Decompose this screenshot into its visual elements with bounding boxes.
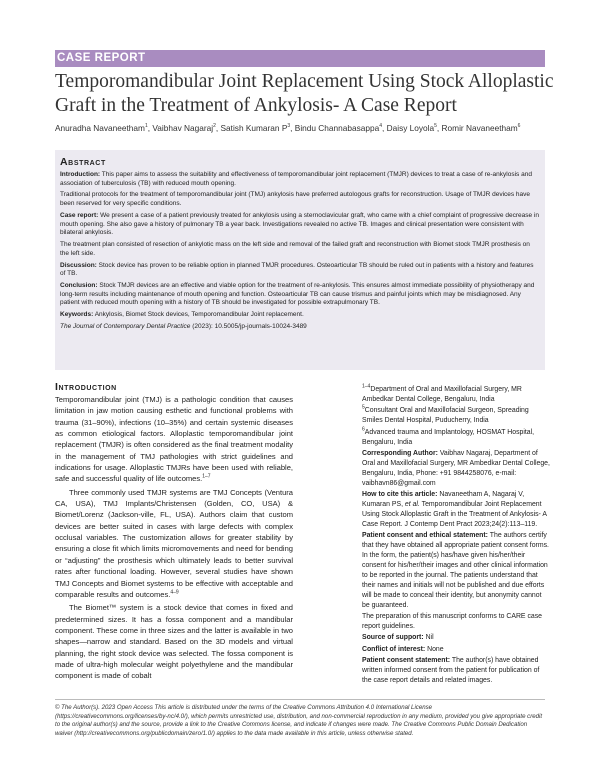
doi-text: (2023): 10.5005/jp-journals-10024-3489 [190, 322, 307, 330]
note-label: Corresponding Author: [362, 449, 438, 457]
abstract-text: This paper aims to assess the suitability and effectiveness of temporomandibular joint replacement (TMJR) devices to treat a case of re-ankylosis and association of tuberculosis (TB) with reduced mouth opening. [60, 171, 532, 187]
author-separator: , [290, 123, 295, 133]
author-separator: , [436, 123, 442, 133]
abstract-label: Keywords: [60, 311, 94, 319]
author-list [55, 123, 555, 133]
author-affiliation: 6 [517, 123, 521, 130]
abstract-citation [60, 323, 540, 332]
abstract-conclusion [60, 282, 540, 308]
corresponding-author [362, 449, 550, 489]
author-name: Satish Kumaran P [220, 123, 288, 133]
abstract-traditional: Traditional protocols for the treatment of temporomandibular joint (TMJ) ankylosis have preferred autologous grafts for reconstruction. Usage of TMJR devices have been reserved for very specific conditions. [60, 191, 531, 208]
article-type-banner: CASE REPORT [55, 50, 545, 67]
intro-paragraph: The Biomet™ system is a stock device that comes in fixed and predetermined sizes. It has a fossa component and a mandibular component. These come in three sizes and the latter is available in two shapes—narrow and standard. Based on the 3D models and virtual planning, the right stock device was selected. The fossa component is made of ultra-high molecular weight polyethylene and the mandibular component is made of cobalt [55, 603, 293, 681]
note-text: et al. [404, 500, 420, 508]
footer-divider [55, 699, 545, 700]
source-of-support [362, 633, 550, 643]
author-affiliation: 2 [213, 123, 216, 130]
abstract-text: Ankylosis, Biomet Stock devices, Temporomandibular Joint replacement. [94, 311, 304, 319]
abstract-keywords [60, 311, 540, 320]
article-notes [362, 385, 550, 687]
abstract-text: Stock TMJR devices are an effective and viable option for the treatment of re-ankylosis. This ensures almost immediate possibility of physiotherapy and long-term results including maintenance of mouth opening and function. Osteoarticular TB can cause trismus and painful joints which may be misdiagnosed. Any patient with reduced mouth opening with a history of TB should be investigated for possible extrapulmonary TB. [60, 282, 535, 307]
intro-paragraph [55, 394, 293, 485]
affiliation-text: Consultant Oral and Maxillofacial Surgeon, Spreading Smiles Dental Hospital, Puducherry, India [362, 407, 529, 425]
abstract-box [55, 150, 545, 370]
affiliation [362, 428, 550, 448]
care-guidelines: The preparation of this manuscript conforms to CARE case report guidelines. [362, 612, 543, 630]
author-name: Daisy Loyola [386, 123, 435, 133]
consent-statement [362, 531, 550, 610]
affiliation-marker: 6 [362, 426, 365, 433]
intro-text: Temporomandibular joint (TMJ) is a pathologic condition that causes limitation in jaw motion causing esthetic and functional problems with trauma (31–90%), infections (10–35%) and certain systemic diseases as common etiological factors. Alloplastic temporomandibular joint replacement (TMJR) is often considered as the final treatment modality in the management of TMJ pathologies with strict guidelines and indications for usage. Alloplastic TMJRs have been used with reliable, safe and successful quality of life outcomes. [55, 395, 293, 484]
reference-marker: 1–7 [202, 473, 211, 480]
author-name: Anuradha Navaneetham [55, 123, 145, 133]
abstract-text: We present a case of a patient previously treated for ankylosis using a sternoclavicular graft, who came with a chief complaint of progressive decrease in mouth opening. She also gave a history of pulmonary TB a year back. Investigations revealed no active TB. Images and clinical presentation were consistent with bilateral ankylosis. [60, 211, 539, 237]
abstract-label: Introduction: [60, 171, 101, 178]
author-affiliation: 5 [434, 123, 437, 130]
journal-name: The Journal of Contemporary Dental Practice [60, 322, 191, 330]
author-name: Bindu Channabasappa [294, 123, 380, 133]
abstract-discussion [60, 262, 540, 279]
intro-text: Three commonly used TMJR systems are TMJ Concepts (Ventura CA, USA), TMJ Implants/Christensen (Golden, CO, USA) & Biomet/Lorenz (Jackson-ville, FL, USA). Authors claim that custom devices are better suited in cases with large defects with complex occlusal variables. The customization allows for greater stability by ensuring a close fit which limits micromovements and need for bending or “adjusting” the prosthesis which ultimately leads to better survival rates after functional loading. However, several studies have shown TMJ Concepts and Biomet systems to be effective with acceptable and comparable results and outcomes. [55, 487, 293, 599]
conflict-of-interest [362, 645, 550, 655]
intro-paragraph [55, 487, 293, 600]
author-affiliation: 4 [379, 123, 382, 130]
affiliation-marker: 5 [362, 405, 365, 412]
affiliation [362, 406, 550, 426]
author-affiliation: 3 [287, 123, 291, 130]
note-label: Conflict of interest: [362, 645, 426, 653]
author-separator: , [382, 123, 387, 133]
reference-marker: 4–9 [170, 589, 179, 596]
note-text: The author(s) have obtained written informed consent from the patient for publication of the case report details and related images. [362, 657, 540, 684]
affiliation-marker: 1–4 [362, 383, 371, 390]
note-text: Navaneetham A, Nagaraj V, Kumaran PS, [362, 491, 525, 508]
article-title: Temporomandibular Joint Replacement Using Stock Alloplastic Graft in the Treatment of Ankylosis- A Case Report [55, 71, 554, 116]
note-label: How to cite this article: [362, 491, 438, 499]
abstract-label: Conclusion: [60, 282, 98, 290]
abstract-introduction [60, 171, 540, 188]
abstract-treatment: The treatment plan consisted of resection of ankylotic mass on the left side and removal of the failed graft and reconstruction with Biomet stock TMJR prosthesis on the left side. [60, 241, 530, 257]
patient-consent-statement [362, 656, 550, 686]
abstract-label: Case report: [60, 211, 99, 219]
abstract-heading: Abstract [60, 156, 106, 168]
author-name: Vaibhav Nagaraj [152, 123, 214, 133]
note-text: Nil [425, 634, 434, 642]
how-to-cite [362, 490, 550, 530]
abstract-text: Stock device has proven to be reliable option in planned TMJR procedures. Osteoarticular TB should be ruled out in patients with a history and features of TB. [60, 261, 534, 278]
introduction-body [55, 394, 293, 682]
note-text: Temporomandibular Joint Replacement Using Stock Alloplastic Graft in the Treatment of Ankylosis- A Case Report. J Contemp Dent Pract 2023;24(2):113–119. [362, 500, 547, 528]
note-text: None [427, 645, 444, 653]
author-affiliation: 1 [144, 123, 148, 130]
affiliation-text: Department of Oral and Maxillofacial Surgery, MR Ambedkar Dental College, Bengaluru, India [362, 386, 522, 403]
abstract-label: Discussion: [60, 261, 97, 269]
introduction-heading: Introduction [55, 381, 117, 393]
abstract-case-report [60, 212, 540, 238]
note-label: Patient consent statement: [362, 657, 451, 665]
license-footer: © The Author(s). 2023 Open Access This article is distributed under the terms of the Creative Commons Attribution 4.0 International License (https://creativecommons.org/licenses/by-nc/4.0/), which permits unrestricted use, distribution, and non-commercial reproduction in any medium, provided you give appropriate credit to the original author(s) and the source, provide a link to the Creative Commons license, and indicate if changes were made. The Creative Commons Public Domain Dedication waiver (http://creativecommons.org/publicdomain/zero/1.0/) applies to the data made available in this article, unless otherwise stated. [55, 704, 543, 738]
author-separator: , [215, 123, 221, 133]
note-label: Patient consent and ethical statement: [362, 532, 488, 540]
note-text: The authors certify that they have obtained all appropriate patient consent forms. In the form, the patient(s) has/have given his/her/their consent for his/her/their images and other clinical information to be reported in the journal. The patients understand that their names and initials will not be published and due efforts will be made to conceal their identity, but anonymity cannot be guaranteed. [362, 532, 549, 609]
affiliation [362, 385, 550, 405]
affiliation-text: Advanced trauma and Implantology, HOSMAT Hospital, Bengaluru, India [362, 428, 535, 446]
author-name: Romir Navaneetham [441, 123, 518, 133]
note-text: Vaibhav Nagaraj, Department of Oral and Maxillofacial Surgery, MR Ambedkar Dental College, Bengaluru, India, Phone: +91 9844258076, e-mail: vaibhavn86@gmail.com [362, 449, 550, 487]
author-separator: , [147, 123, 153, 133]
note-label: Source of support: [362, 634, 424, 642]
